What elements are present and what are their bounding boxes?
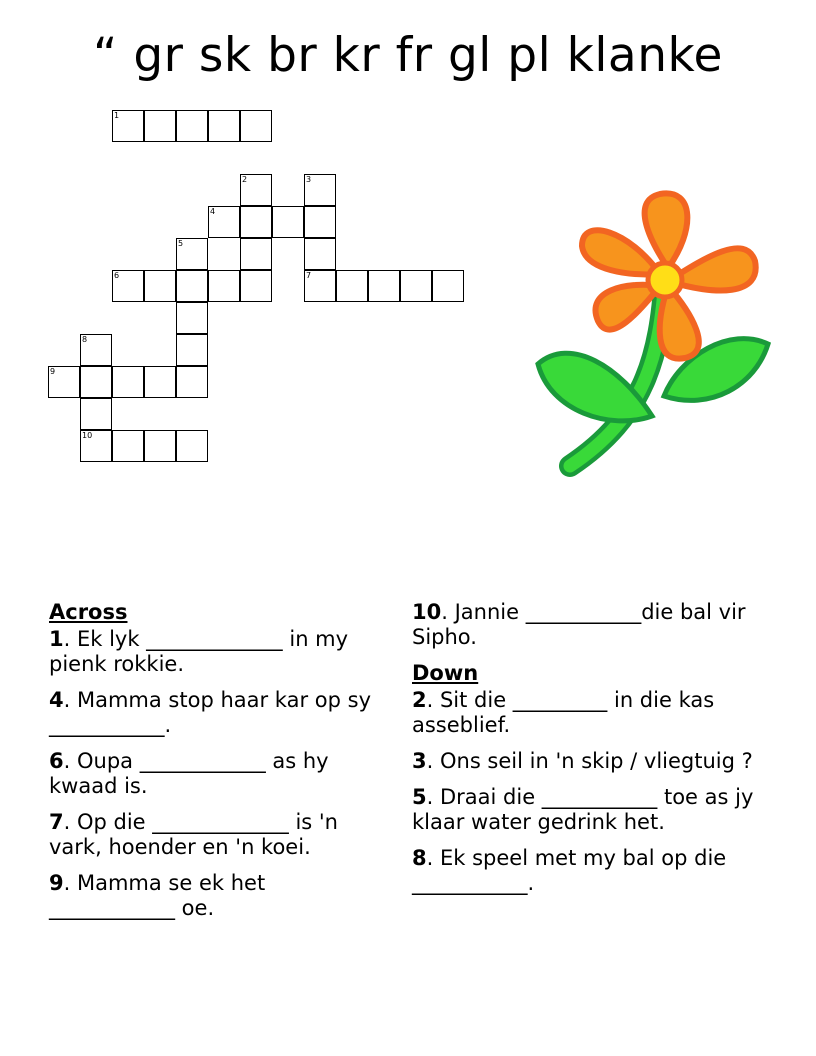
- crossword-cell[interactable]: [176, 110, 208, 142]
- crossword-cell[interactable]: [48, 366, 80, 398]
- cell-number: 4: [210, 207, 216, 216]
- cell-number: 6: [114, 271, 120, 280]
- crossword-cell[interactable]: [80, 366, 112, 398]
- crossword-cell[interactable]: [176, 302, 208, 334]
- crossword-cell[interactable]: [240, 206, 272, 238]
- crossword-cell[interactable]: [176, 270, 208, 302]
- cell-number: 9: [50, 367, 56, 376]
- clues-left-column: [49, 600, 394, 932]
- crossword-cell[interactable]: [112, 110, 144, 142]
- crossword-cell[interactable]: [112, 270, 144, 302]
- cell-number: 10: [82, 431, 93, 440]
- crossword-cell[interactable]: [304, 174, 336, 206]
- crossword-cell[interactable]: [240, 110, 272, 142]
- crossword-cell[interactable]: [240, 270, 272, 302]
- crossword-cell[interactable]: [208, 206, 240, 238]
- page-title: “ gr sk br kr fr gl pl klanke: [93, 28, 723, 83]
- clues-right-column: [412, 600, 762, 907]
- cell-number: 8: [82, 335, 88, 344]
- crossword-cell[interactable]: [272, 206, 304, 238]
- crossword-cell[interactable]: [304, 206, 336, 238]
- crossword-cell[interactable]: [112, 366, 144, 398]
- crossword-cell[interactable]: [144, 270, 176, 302]
- crossword-cell[interactable]: [432, 270, 464, 302]
- cell-number: 3: [306, 175, 312, 184]
- cell-number: 1: [114, 111, 120, 120]
- clue-down-2: 2. Sit die _________ in die kas asseblief.: [412, 688, 715, 737]
- crossword-cell[interactable]: [80, 334, 112, 366]
- clue-down-5: 5. Draai die ___________ toe as jy klaar water gedrink het.: [412, 785, 754, 834]
- crossword-cell[interactable]: [368, 270, 400, 302]
- crossword-cell[interactable]: [208, 110, 240, 142]
- clue-down-8: 8. Ek speel met my bal op die ___________.: [412, 846, 727, 895]
- clue-across-7: 7. Op die _____________ is 'n vark, hoender en 'n koei.: [49, 810, 338, 859]
- cell-number: 7: [306, 271, 312, 280]
- crossword-cell[interactable]: [176, 238, 208, 270]
- crossword-cell[interactable]: [400, 270, 432, 302]
- clue-across-1: 1. Ek lyk _____________ in my pienk rokkie.: [49, 627, 349, 676]
- crossword-cell[interactable]: [112, 430, 144, 462]
- clue-across-4: 4. Mamma stop haar kar op sy ___________.: [49, 688, 371, 737]
- crossword-cell[interactable]: [176, 334, 208, 366]
- crossword-cell[interactable]: [144, 430, 176, 462]
- clue-across-9: 9. Mamma se ek het ____________ oe.: [49, 871, 266, 920]
- crossword-cell[interactable]: [240, 238, 272, 270]
- crossword-cell[interactable]: [336, 270, 368, 302]
- crossword-cell[interactable]: [208, 270, 240, 302]
- flower-icon: [530, 186, 775, 486]
- down-heading: Down: [412, 661, 479, 685]
- cell-number: 5: [178, 239, 184, 248]
- crossword-cell[interactable]: [304, 238, 336, 270]
- crossword-cell[interactable]: [144, 366, 176, 398]
- clue-across-10: 10. Jannie ___________die bal vir Sipho.: [412, 600, 746, 649]
- crossword-cell[interactable]: [176, 366, 208, 398]
- crossword-cell[interactable]: [80, 430, 112, 462]
- clue-down-3: 3. Ons seil in 'n skip / vliegtuig ?: [412, 749, 753, 773]
- crossword-cell[interactable]: [176, 430, 208, 462]
- across-heading: Across: [49, 600, 128, 624]
- crossword-cell[interactable]: [80, 398, 112, 430]
- crossword-cell[interactable]: [144, 110, 176, 142]
- cell-number: 2: [242, 175, 248, 184]
- crossword-cell[interactable]: [304, 270, 336, 302]
- crossword-cell[interactable]: [240, 174, 272, 206]
- clue-across-6: 6. Oupa ____________ as hy kwaad is.: [49, 749, 329, 798]
